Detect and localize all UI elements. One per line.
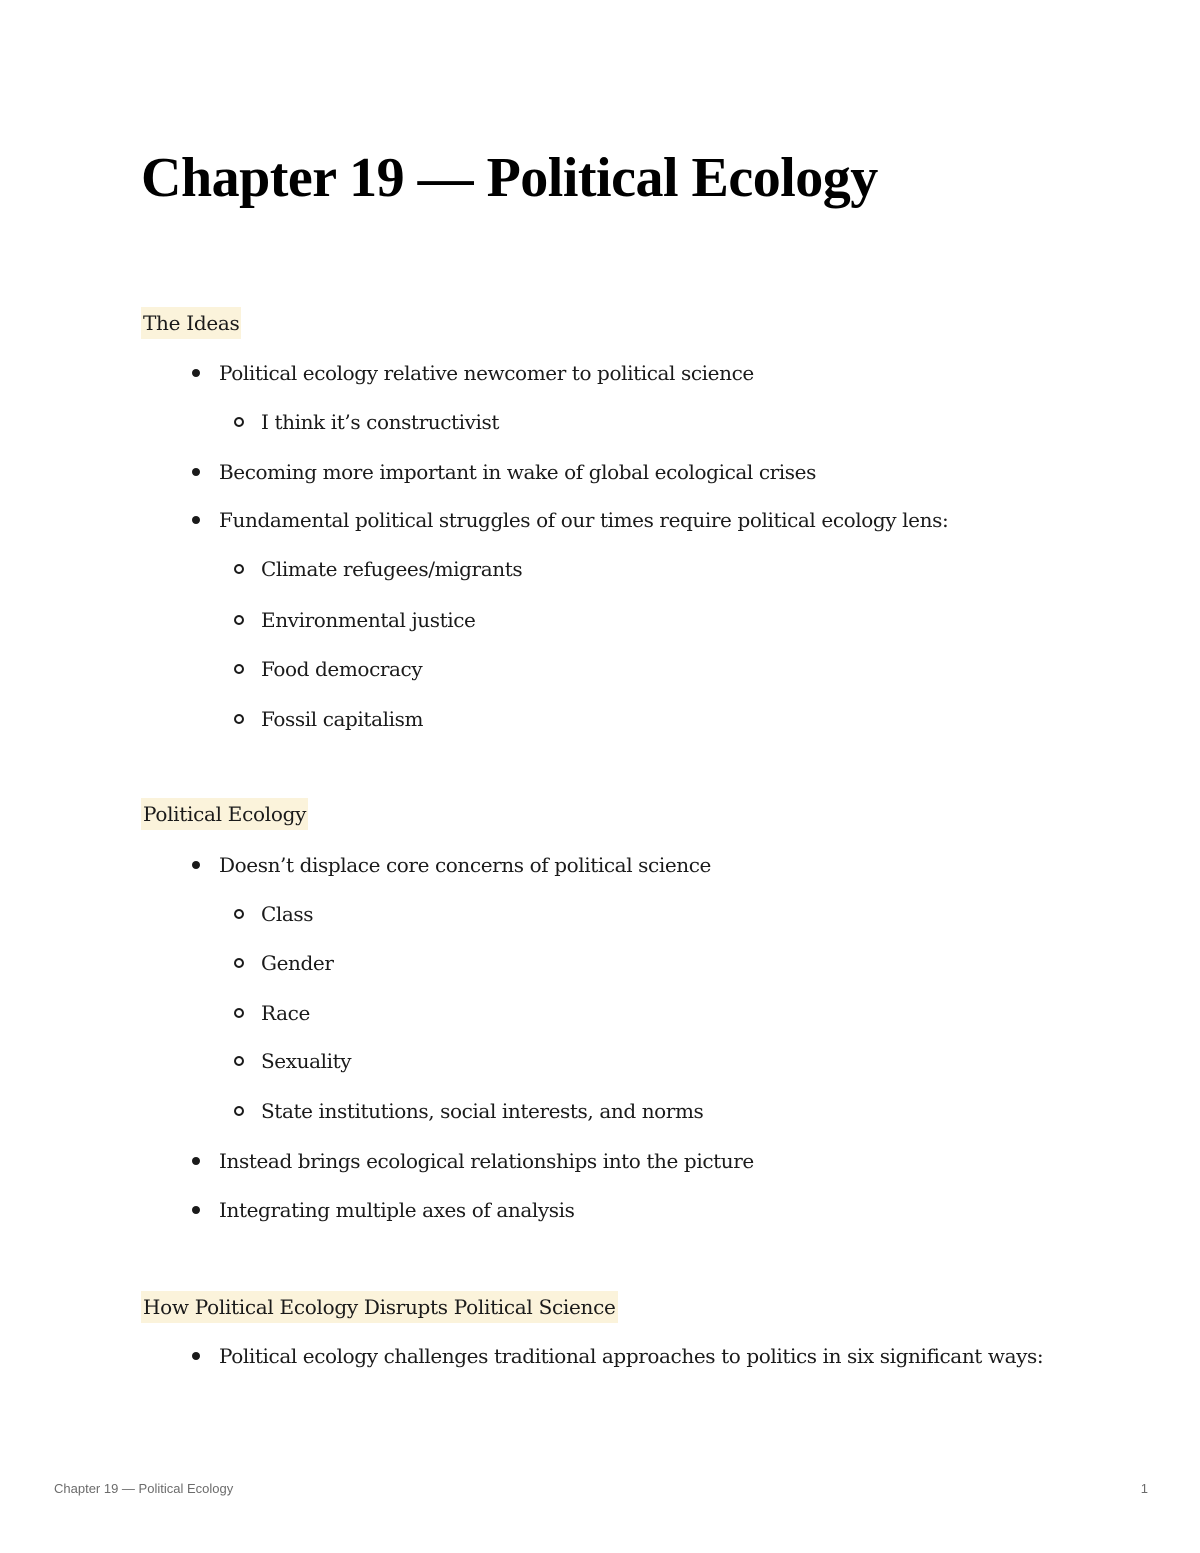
section-heading: Political Ecology <box>141 798 308 830</box>
list-item <box>219 1341 1043 1371</box>
bullet-dot-icon <box>192 1352 200 1360</box>
list-item <box>219 505 948 535</box>
list-item-text: Becoming more important in wake of global ecological crises <box>219 460 816 484</box>
sub-list-item-text: Environmental justice <box>261 608 476 632</box>
list-item-text: Fundamental political struggles of our times require political ecology lens: <box>219 508 949 532</box>
sub-list-item-text: Gender <box>261 951 334 975</box>
bullet-circle-icon <box>234 909 244 919</box>
bullet-circle-icon <box>234 417 244 427</box>
sub-list-item <box>261 554 522 584</box>
footer-page-number: 1 <box>1140 1481 1148 1496</box>
sub-list-item <box>261 605 475 635</box>
list-item <box>219 358 754 388</box>
bullet-circle-icon <box>234 1106 244 1116</box>
list-item <box>219 850 711 880</box>
sub-list-item <box>261 1096 703 1126</box>
bullet-circle-icon <box>234 958 244 968</box>
sub-list-item-text: Food democracy <box>261 657 423 681</box>
bullet-circle-icon <box>234 664 244 674</box>
list-item <box>219 1195 575 1225</box>
bullet-circle-icon <box>234 564 244 574</box>
sub-list-item-text: Race <box>261 1001 310 1025</box>
bullet-circle-icon <box>234 615 244 625</box>
sub-list-item <box>261 704 423 734</box>
sub-list-item <box>261 899 313 929</box>
sub-list-item-text: State institutions, social interests, and norms <box>261 1099 704 1123</box>
sub-list-item-text: I think it’s constructivist <box>261 410 500 434</box>
bullet-dot-icon <box>192 369 200 377</box>
sub-list-item <box>261 1046 351 1076</box>
section-heading: The Ideas <box>141 307 241 339</box>
bullet-dot-icon <box>192 1157 200 1165</box>
sub-list-item-text: Sexuality <box>261 1049 352 1073</box>
page-title: Chapter 19 — Political Ecology <box>141 147 878 209</box>
sub-list-item-text: Fossil capitalism <box>261 707 424 731</box>
bullet-circle-icon <box>234 1008 244 1018</box>
bullet-dot-icon <box>192 1206 200 1214</box>
bullet-dot-icon <box>192 861 200 869</box>
list-item-text: Political ecology challenges traditional approaches to politics in six significant ways: <box>219 1344 1044 1368</box>
sub-list-item <box>261 948 334 978</box>
bullet-dot-icon <box>192 516 200 524</box>
section-heading: How Political Ecology Disrupts Political Science <box>141 1291 618 1323</box>
bullet-dot-icon <box>192 468 200 476</box>
list-item-text: Doesn’t displace core concerns of political science <box>219 853 711 877</box>
list-item <box>219 457 816 487</box>
list-item-text: Integrating multiple axes of analysis <box>219 1198 575 1222</box>
bullet-circle-icon <box>234 714 244 724</box>
list-item-text: Instead brings ecological relationships into the picture <box>219 1149 754 1173</box>
sub-list-item <box>261 654 422 684</box>
list-item-text: Political ecology relative newcomer to political science <box>219 361 754 385</box>
footer-running-title: Chapter 19 — Political Ecology <box>54 1481 234 1496</box>
sub-list-item <box>261 998 310 1028</box>
list-item <box>219 1146 754 1176</box>
sub-list-item-text: Climate refugees/migrants <box>261 557 523 581</box>
sub-list-item <box>261 407 499 437</box>
sub-list-item-text: Class <box>261 902 314 926</box>
bullet-circle-icon <box>234 1056 244 1066</box>
